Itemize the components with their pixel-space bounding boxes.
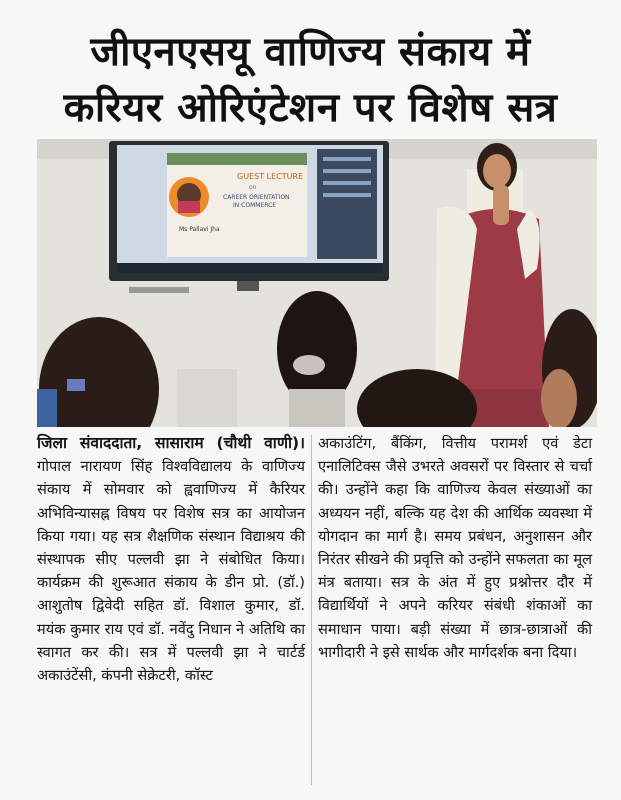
slide-title: GUEST LECTURE <box>237 172 304 181</box>
column-divider <box>311 435 312 785</box>
headline-line-2: करियर ओरिएंटेशन पर विशेष सत्र <box>63 85 558 132</box>
article-column-right <box>318 432 592 664</box>
article-text-right: अकाउंटिंग, बैंकिंग, वित्तीय परामर्श एवं डेटा एनालिटिक्स जैसे उभरते अवसरों पर विस्तार से चर्चा की। उन्होंने कहा कि वाणिज्य केवल संख्याओं का अध्ययन नहीं, बल्कि यह देश की आर्थिक व्यवस्था में योगदान का मार्ग है। समय प्रबंधन, अनुशासन और निरंतर सीखने की प्रवृत्ति को उन्होंने सफलता का मूल मंत्र बताया। सत्र के अंत में हुए प्रश्नोत्तर दौर में विद्यार्थियों ने अपने करियर संबंधी शंकाओं का समाधान पाया। बड़ी संख्या में छात्र-छात्राओं की भागीदारी ने इसे सार्थक और मार्गदर्शक बना दिया। <box>318 435 592 661</box>
article-column-left <box>37 432 305 687</box>
slide-speaker: Ms Pallavi Jha <box>179 226 220 233</box>
headline-line-1: जीएनएसयू वाणिज्य संकाय में <box>90 29 531 76</box>
headline <box>0 25 621 135</box>
slide-topic-2: IN COMMERCE <box>233 202 277 209</box>
slide-topic-1: CAREER ORIENTATION <box>223 194 290 201</box>
slide-sub: on <box>249 184 257 191</box>
classroom-scene <box>37 139 597 427</box>
news-photo <box>37 139 597 427</box>
article-text-left: गोपाल नारायण सिंह विश्वविद्यालय के वाणिज्य संकाय में सोमवार को ह्ववाणिज्य में कैरियर अभिविन्यासह्न विषय पर विशेष सत्र का आयोजन किया गया। यह सत्र शैक्षणिक संस्थान विद्याश्रय की संस्थापक सीए पल्लवी झा ने संबोधित किया। कार्यक्रम की शुरूआत संकाय के डीन प्रो. (डॉ.) आशुतोष द्विवेदी सहित डॉ. विशाल कुमार, डॉ. मयंक कुमार राय एवं डॉ. नवेंदु निधान ने अतिथि का स्वागत कर की। सत्र में पल्लवी झा ने चार्टर्ड अकाउंटेंसी, कंपनी सेक्रेटरी, कॉस्ट <box>37 458 305 685</box>
dateline: जिला संवाददाता, सासाराम (चौथी वाणी)। <box>37 434 305 452</box>
